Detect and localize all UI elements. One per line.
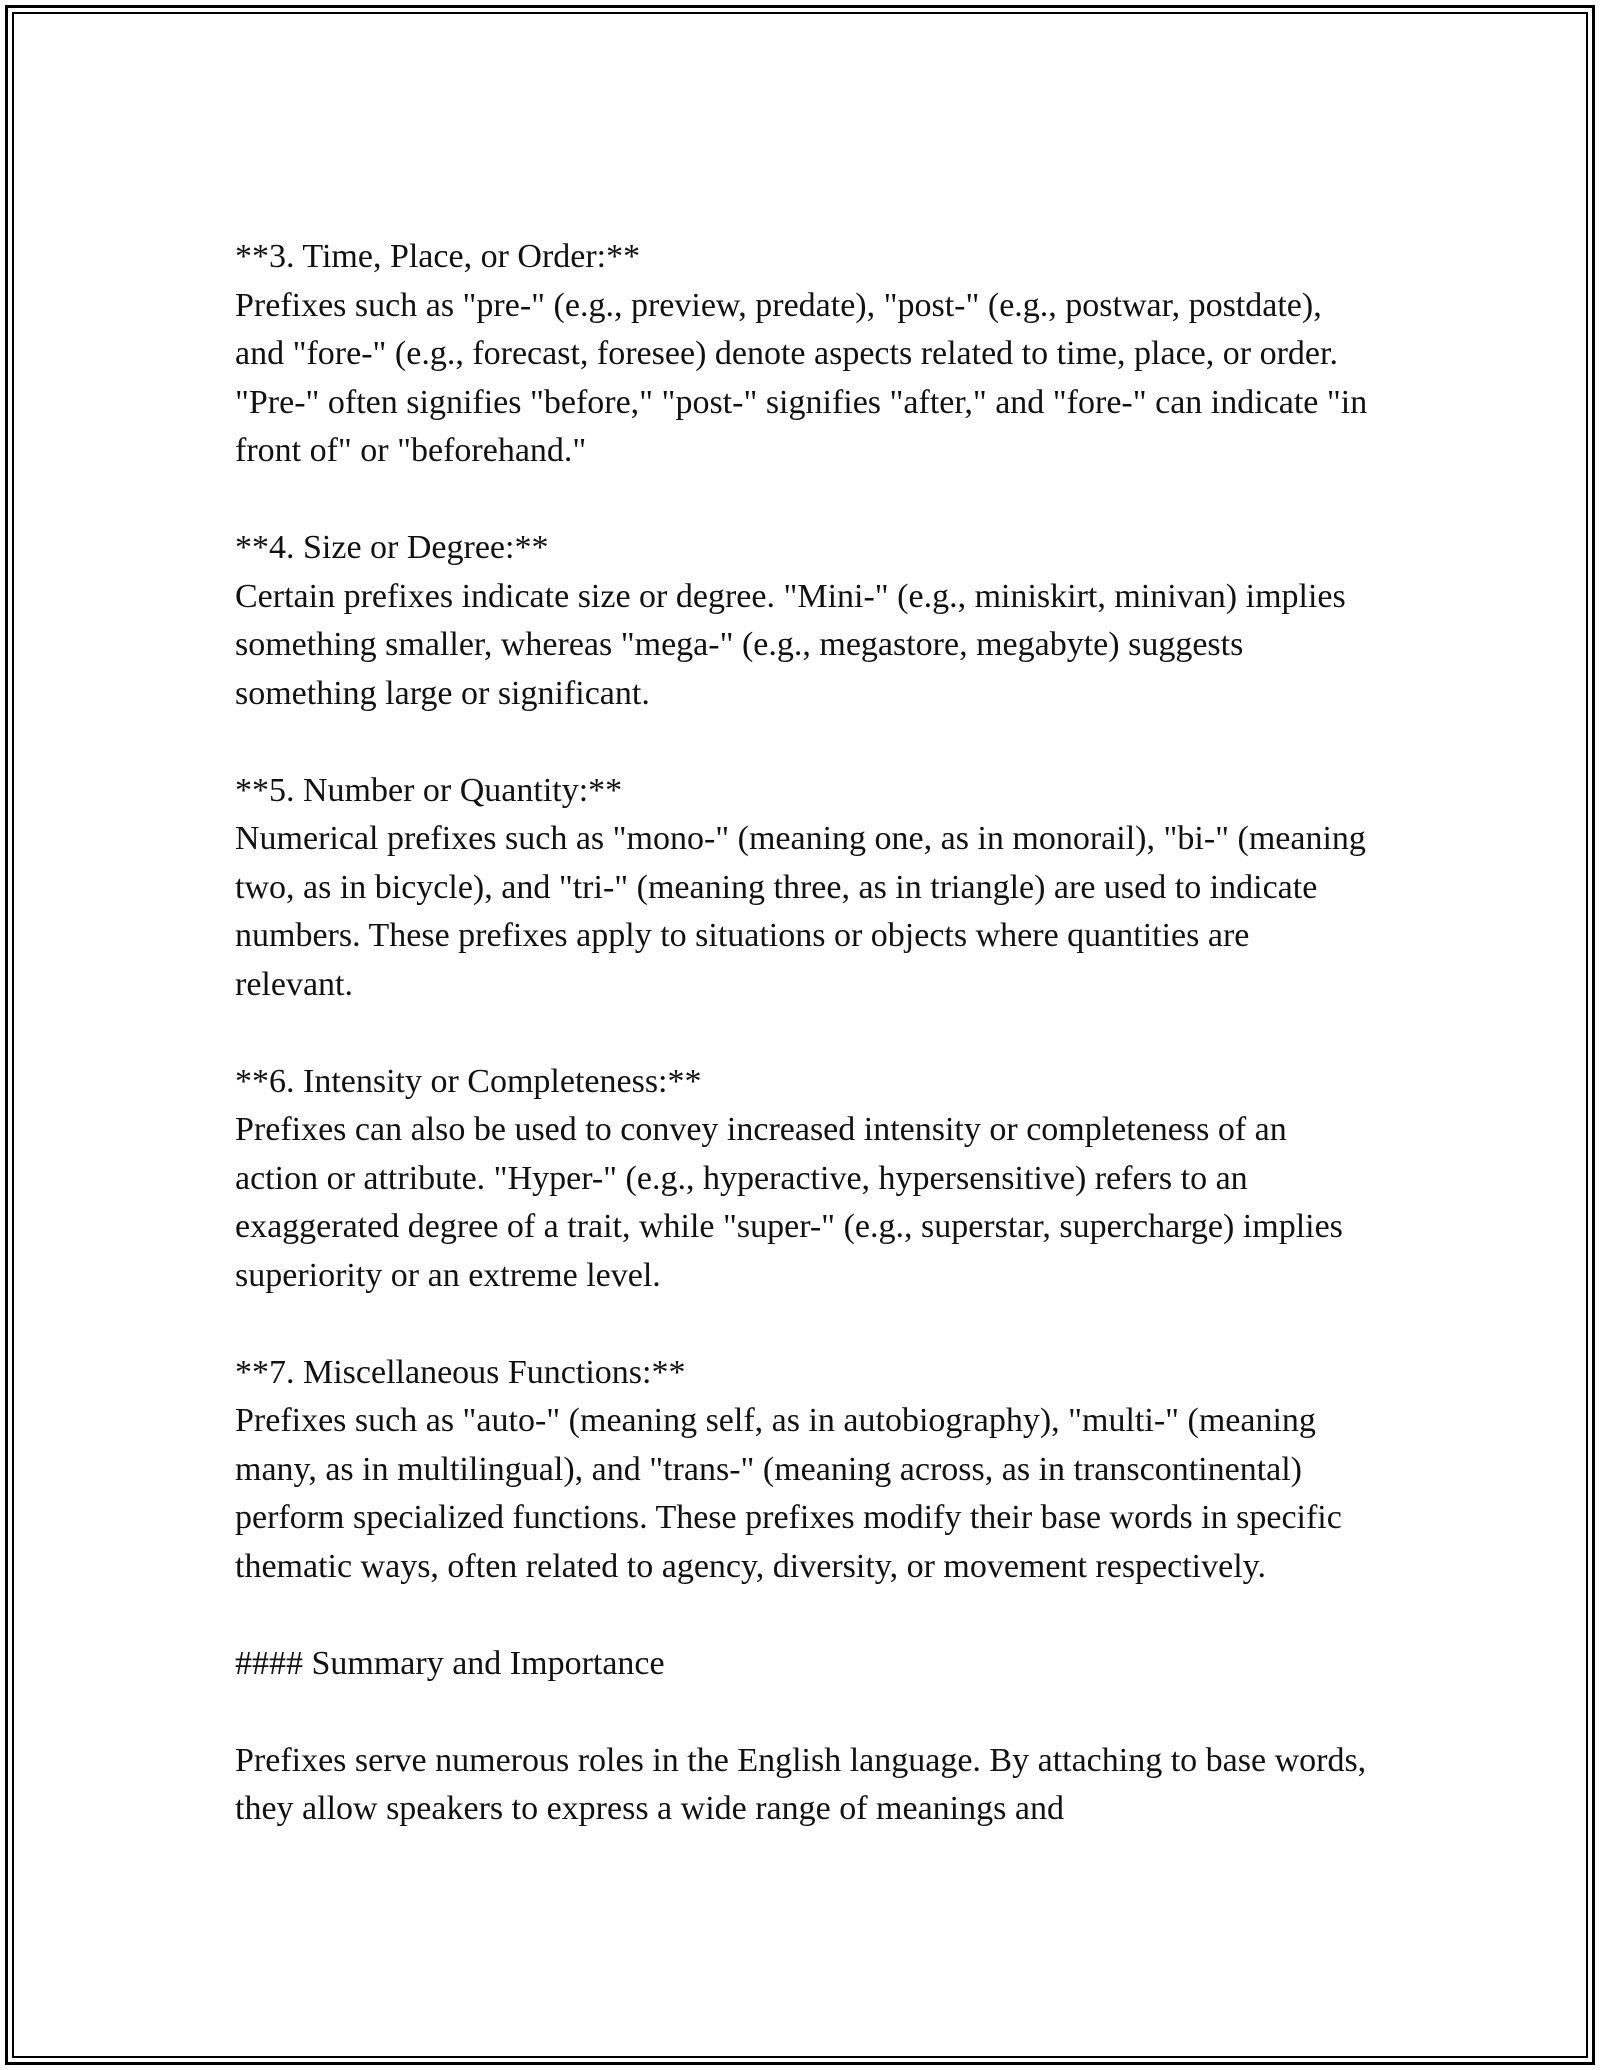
section-size-degree <box>235 524 1375 718</box>
summary-paragraph: Prefixes serve numerous roles in the English language. By attaching to base words, they allow speakers to express a wide range of meanings and <box>235 1741 1367 1827</box>
summary-block <box>235 1737 1375 1834</box>
summary-heading-block <box>235 1640 1375 1689</box>
section-heading: **4. Size or Degree:** <box>235 529 549 566</box>
section-time-place-order <box>235 233 1375 476</box>
section-paragraph: Prefixes such as "pre-" (e.g., preview, predate), "post-" (e.g., postwar, postdate), and "fore-" (e.g., forecast, foresee) denote aspects related to time, place, or order. "Pre-" often signifies "before," "post-" signifies "after," and "fore-" can indicate "in front of" or "beforehand." <box>235 286 1368 469</box>
document-body <box>235 233 1375 1882</box>
summary-heading: #### Summary and Importance <box>235 1644 665 1682</box>
section-heading: **3. Time, Place, or Order:** <box>235 238 641 275</box>
section-heading: **5. Number or Quantity:** <box>235 771 623 809</box>
section-paragraph: Prefixes such as "auto-" (meaning self, as in autobiography), "multi-" (meaning many, as in multilingual), and "trans-" (meaning across, as in transcontinental) perform specialized functions. These prefixes modify their base words in specific thematic ways, often related to agency, diversity, or movement respectively. <box>235 1402 1342 1585</box>
section-intensity-completeness <box>235 1058 1375 1301</box>
section-paragraph: Numerical prefixes such as "mono-" (meaning one, as in monorail), "bi-" (meaning two, as in bicycle), and "tri-" (meaning three, as in triangle) are used to indicate numbers. These prefixes apply to situations or objects where quantities are relevant. <box>235 820 1366 1003</box>
section-paragraph: Prefixes can also be used to convey increased intensity or completeness of an action or attribute. "Hyper-" (e.g., hyperactive, hypersensitive) refers to an exaggerated degree of a trait, while "super-" (e.g., superstar, supercharge) implies superiority or an extreme level. <box>235 1111 1343 1294</box>
section-heading: **6. Intensity or Completeness:** <box>235 1062 702 1100</box>
section-paragraph: Certain prefixes indicate size or degree. "Mini-" (e.g., miniskirt, minivan) implies something smaller, whereas "mega-" (e.g., megastore, megabyte) suggests something large or significant. <box>235 577 1346 712</box>
section-number-quantity <box>235 767 1375 1010</box>
section-miscellaneous-functions <box>235 1349 1375 1592</box>
section-heading: **7. Miscellaneous Functions:** <box>235 1353 686 1391</box>
